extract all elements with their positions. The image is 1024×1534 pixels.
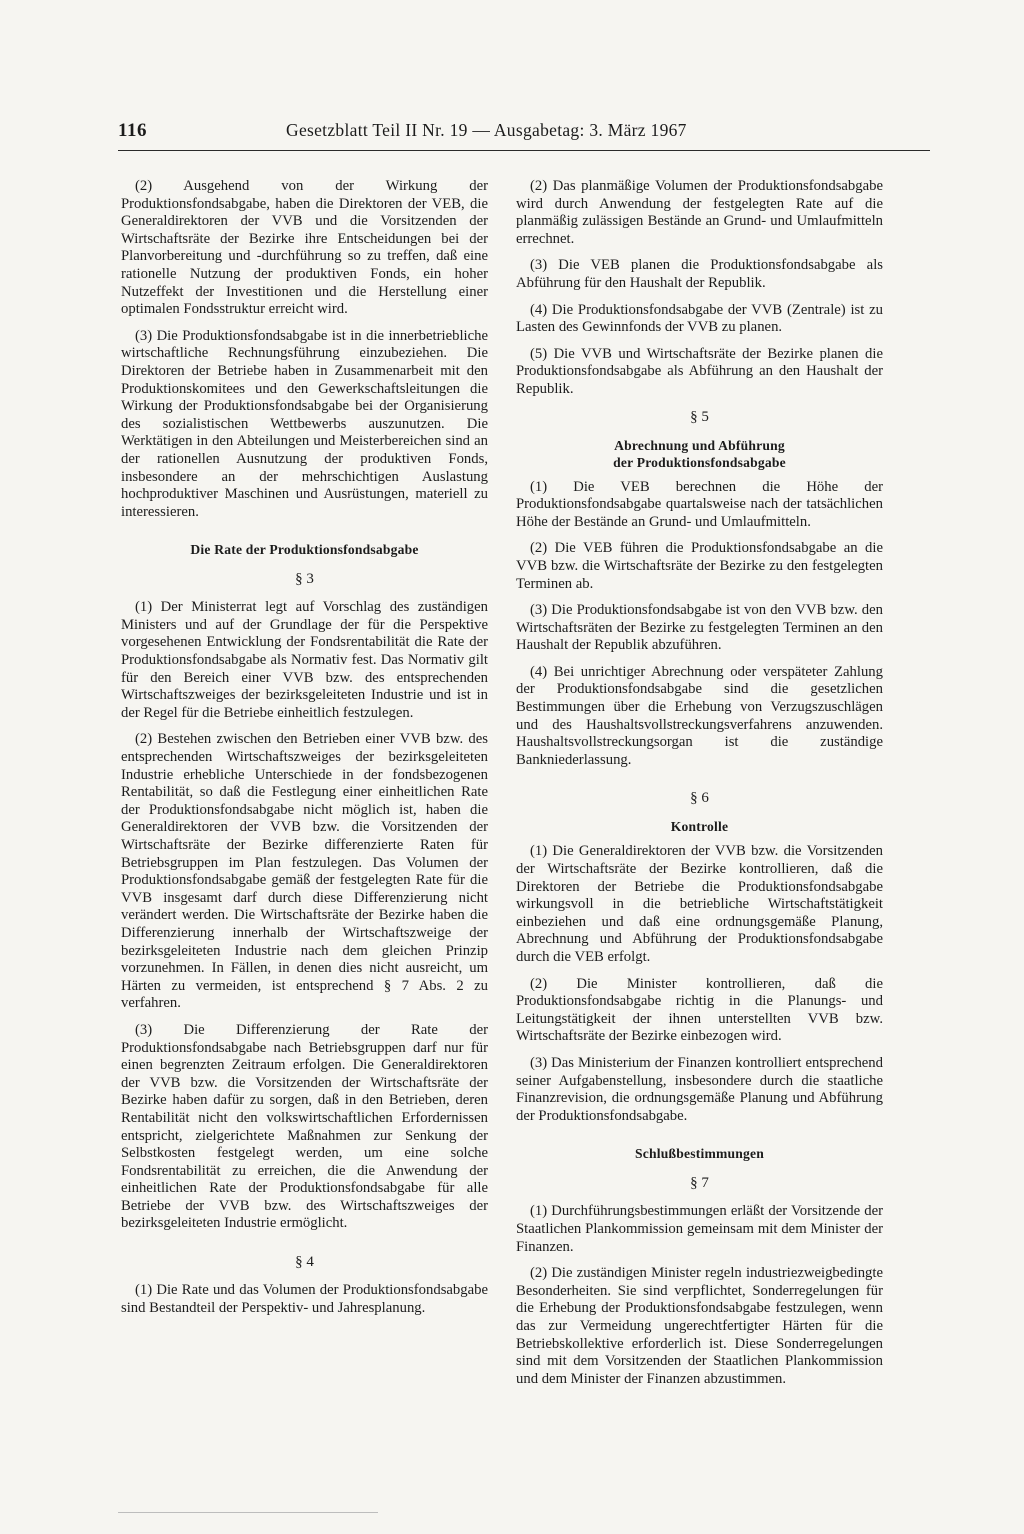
paragraph: (2) Die Minister kontrollieren, daß die Produktionsfondsabgabe richtig in die Planungs- und Leitungstätigkeit der ihnen unterstellten VVB bzw. Wirtschaftsräte der Bezirke einbezogen wird. (516, 975, 883, 1045)
section-number: § 3 (295, 571, 314, 588)
paragraph: (3) Die Differenzierung der Rate der Produktionsfondsabgabe nach Betriebsgruppen darf nur für einen begrenzten Zeitraum erfolgen. Die Generaldirektoren der VVB bzw. die Vorsitzenden der Wirtschaftsräte der Bezirke haben dafür zu sorgen, daß in den Betrieben, deren Rentabilität nicht den volkswirtschaftlichen Erfordernissen entspricht, zielgerichtete Maßnahmen zur Senkung der Selbstkosten festgelegt werden, um eine solche Fondsrentabilität zu erreichen, die die Anwendung der einheitlichen Rate der Produktionsfondsabgabe für alle Betriebe der VVB bzw. des Wirtschaftszweiges der bezirksgeleiteten Industrie ermöglicht. (121, 1021, 488, 1232)
paragraph: (2) Die VEB führen die Produktionsfondsabgabe an die VVB bzw. die Wirtschaftsräte der Bezirke zu den festgelegten Terminen ab. (516, 540, 883, 592)
section-heading: Schlußbestimmungen (635, 1146, 764, 1162)
bottom-rule (118, 1512, 378, 1513)
right-column (516, 178, 883, 1397)
section-number: § 4 (295, 1254, 314, 1271)
paragraph: (3) Das Ministerium der Finanzen kontrolliert entsprechend seiner Aufgabenstellung, insbesondere durch die staatliche Finanzrevision, die ordnungsgemäße Planung und Abführung der Produktionsfondsabgabe. (516, 1054, 883, 1124)
section-heading: Die Rate der Produktionsfondsabgabe (190, 542, 419, 558)
paragraph: (1) Der Ministerrat legt auf Vorschlag des zuständigen Ministers und auf der Grundlage der für die Perspektive vorgesehenen Entwicklung der Fondsrentabilität die Rate der Produktionsfondsabgabe als Normativ fest. Das Normativ gilt für den Bereich einer VVB bzw. des entsprechenden Wirtschaftszweiges der bezirksgeleiteten Industrie und ist in der Regel für die Betriebe einheitlich festzulegen. (121, 599, 488, 721)
paragraph: (2) Ausgehend von der Wirkung der Produktionsfondsabgabe, haben die Direktoren der VEB, die Generaldirektoren der VVB und die Vorsitzenden der Wirtschaftsräte der Bezirke ihre Entscheidungen bei der Planvorbereitung und -durchführung so zu treffen, daß eine rationelle Nutzung der produktiven Fonds, ein hoher Nutzeffekt der Investitionen und die Herstellung einer optimalen Fondsstruktur erreicht wird. (121, 178, 488, 318)
page-header (118, 116, 930, 151)
paragraph: (3) Die Produktionsfondsabgabe ist in die innerbetriebliche wirtschaftliche Rechnungsführung einzubeziehen. Die Direktoren der Betriebe haben in Zusammenarbeit mit den Produktionskomitees und den Gewerkschaftsleitungen die Wirkung der Produktionsfondsabgabe bei der Organisierung des sozialistischen Wettbewerbs auszunutzen. Die Werktätigen in den Abteilungen und Meisterbereichen sind an der rationellen Ausnutzung der produktiven Fonds, insbesondere an der mehrschichtigen Auslastung hochproduktiver Maschinen und Ausrüstungen, materiell zu interessieren. (121, 327, 488, 520)
section-heading-line: Abrechnung und Abführung (614, 437, 785, 453)
section-heading-line: der Produktionsfondsabgabe (613, 454, 786, 470)
section-heading (516, 437, 883, 471)
paragraph: (2) Das planmäßige Volumen der Produktionsfondsabgabe wird durch Anwendung der festgelegten Rate auf die planmäßig zulässigen Bestände an Grund- und Umlaufmitteln errechnet. (516, 178, 883, 247)
paragraph: (4) Bei unrichtiger Abrechnung oder verspäteter Zahlung der Produktionsfondsabgabe sind die gesetzlichen Bestimmungen über die Erhebung von Verzugszuschlägen und des Haushaltsvollstreckungsverfahrens anzuwenden. Haushaltsvollstreckungsorgan ist die zuständige Bankniederlassung. (516, 663, 883, 768)
paragraph: (1) Die Rate und das Volumen der Produktionsfondsabgabe sind Bestandteil der Perspektiv- und Jahresplanung. (121, 1282, 488, 1316)
section-number: § 6 (690, 790, 709, 807)
left-column (121, 178, 488, 1326)
page-number: 116 (118, 120, 147, 141)
paragraph: (2) Bestehen zwischen den Betrieben einer VVB bzw. des entsprechenden Wirtschaftszweiges der bezirksgeleiteten Industrie erhebliche Unterschiede in der fondsbezogenen Rentabilität, so daß die Festlegung einer einheitlichen Rate der Produktionsfondsabgabe nicht möglich ist, haben die Generaldirektoren der VVB bzw. die Vorsitzenden der Wirtschaftsräte der Bezirke differenzierte Raten für Betriebsgruppen im Plan festzulegen. Das Volumen der Produktionsfondsabgabe gemäß der festgelegten Rate für die VVB insgesamt darf durch diese Differenzierung nicht verändert werden. Die Wirtschaftsräte der Bezirke haben die Differenzierung innerhalb der Wirtschaftszweige der bezirksgeleiteten Industrie nach dem gleichen Prinzip vorzunehmen. In Fällen, in denen dies nicht ausreicht, um Härten zu vermeiden, ist entsprechend § 7 Abs. 2 zu verfahren. (121, 731, 488, 1012)
section-heading: Kontrolle (670, 819, 729, 835)
paragraph: (1) Durchführungsbestimmungen erläßt der Vorsitzende der Staatlichen Plankommission gemeinsam mit dem Minister der Finanzen. (516, 1203, 883, 1255)
paragraph: (1) Die Generaldirektoren der VVB bzw. die Vorsitzenden der Wirtschaftsräte der Bezirke kontrollieren, daß die Direktoren der Betriebe die Produktionsfondsabgabe wirkungsvoll in die betriebliche Wirtschaftstätigkeit einbeziehen und daß eine ordnungsgemäße Planung, Abrechnung und Abführung der Produktionsfondsabgabe durch die VEB erfolgt. (516, 843, 883, 965)
paragraph: (4) Die Produktionsfondsabgabe der VVB (Zentrale) ist zu Lasten des Gewinnfonds der VVB zu planen. (516, 301, 883, 336)
paragraph: (3) Die Produktionsfondsabgabe ist von den VVB bzw. den Wirtschaftsräten der Bezirke zu festgelegten Terminen an den Haushalt der Republik abzuführen. (516, 602, 883, 654)
paragraph: (3) Die VEB planen die Produktionsfondsabgabe als Abführung für den Haushalt der Republik. (516, 257, 883, 291)
section-number: § 7 (690, 1175, 709, 1192)
paragraph: (5) Die VVB und Wirtschaftsräte der Bezirke planen die Produktionsfondsabgabe als Abführung an den Haushalt der Republik. (516, 345, 883, 397)
section-number: § 5 (690, 408, 709, 425)
paragraph: (1) Die VEB berechnen die Höhe der Produktionsfondsabgabe quartalsweise nach der tatsächlichen Höhe der Bestände an Grund- und Umlaufmitteln. (516, 478, 883, 530)
paragraph: (2) Die zuständigen Minister regeln industriezweigbedingte Besonderheiten. Sie sind verpflichtet, Sonderregelungen für die Erhebung der Produktionsfondsabgabe festzulegen, wenn das zur Vermeidung ungerechtfertigter Härten für die Betriebskollektive erforderlich ist. Diese Sonderregelungen sind mit dem Vorsitzenden der Staatlichen Plankommission und dem Minister der Finanzen abzustimmen. (516, 1265, 883, 1387)
header-title: Gesetzblatt Teil II Nr. 19 — Ausgabetag: 3. März 1967 (286, 120, 687, 140)
